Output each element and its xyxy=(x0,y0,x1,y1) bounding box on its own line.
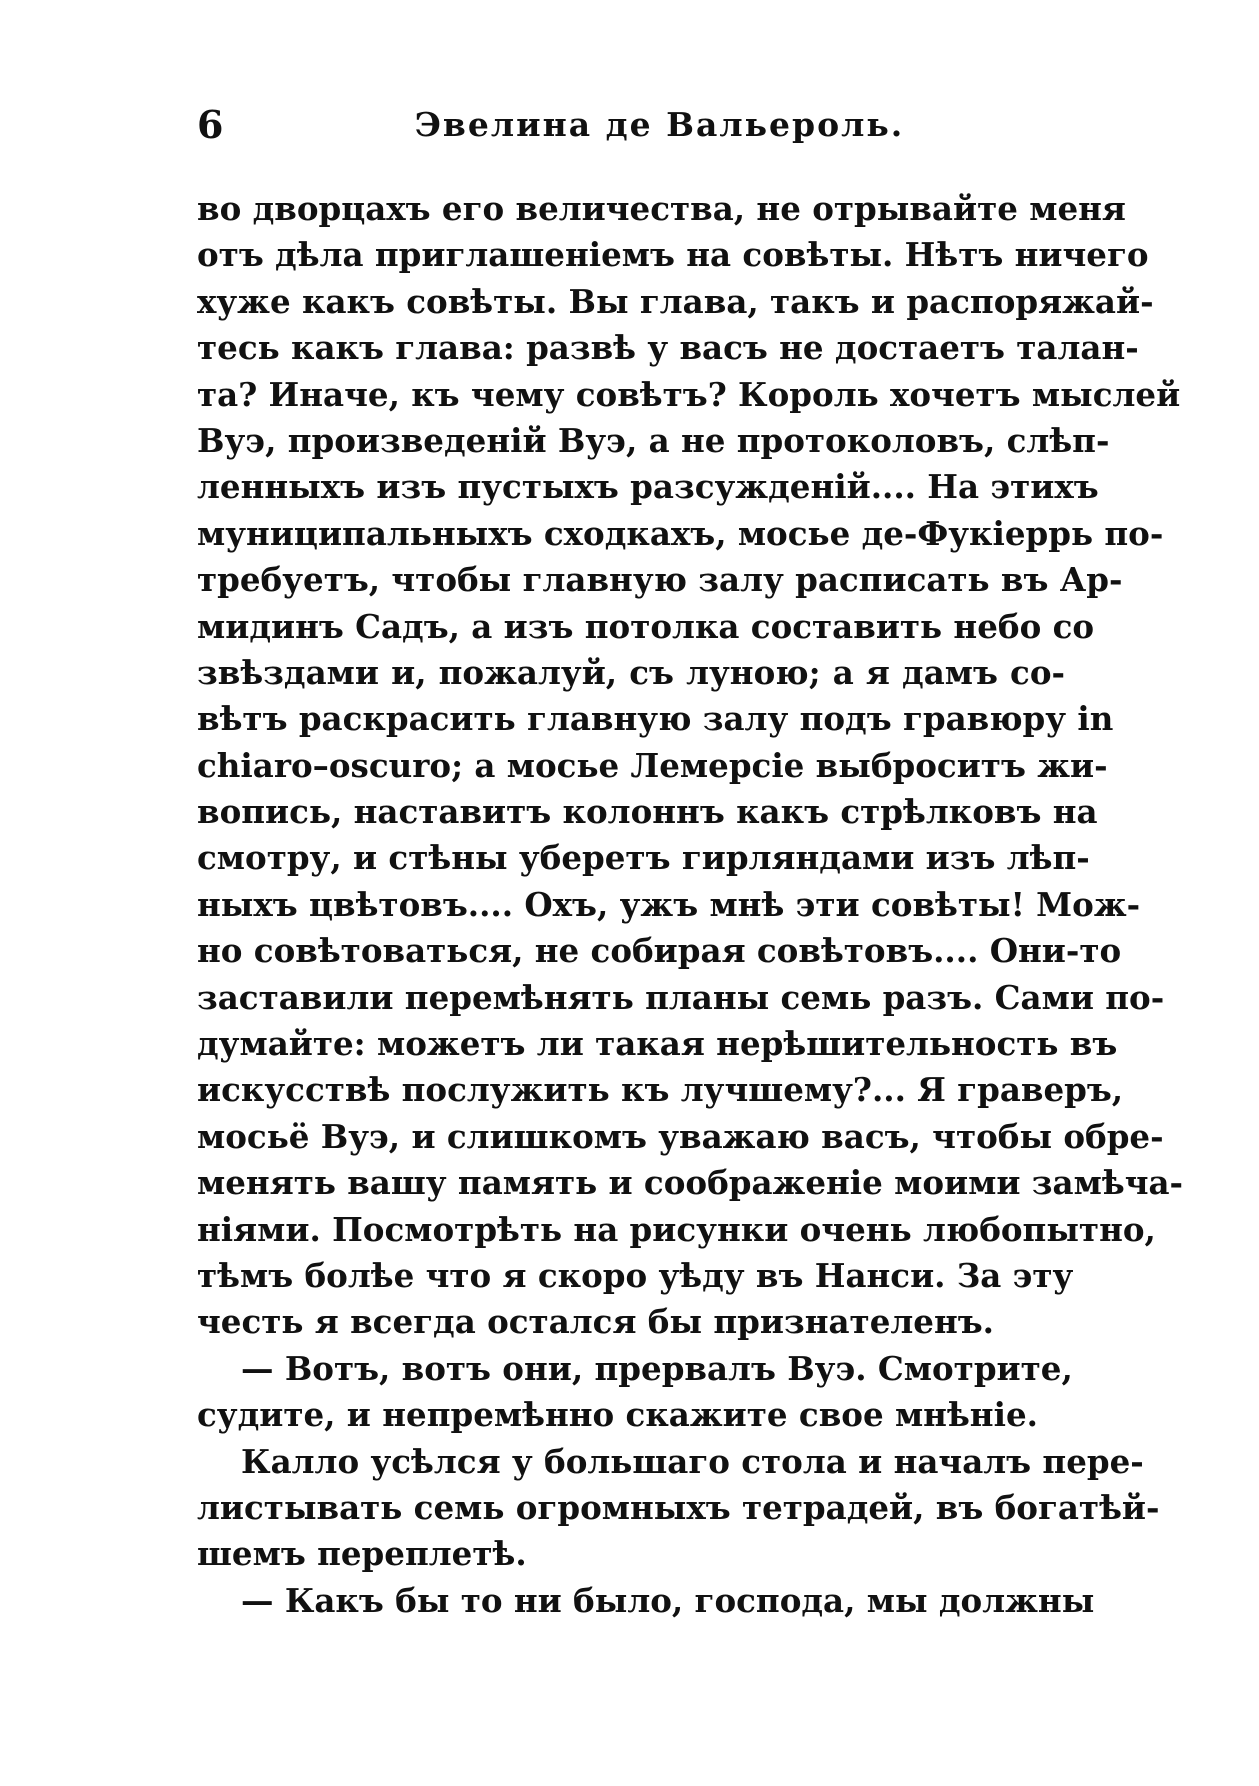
text-line: — Какъ бы то ни было, господа, мы должны xyxy=(241,1580,1095,1620)
text-line: судите, и непремѣнно скажите свое мнѣніе. xyxy=(197,1395,1038,1435)
text-line: ныхъ цвѣтовъ.... Охъ, ужъ мнѣ эти совѣты! Мож- xyxy=(197,884,1141,924)
text-line: тѣмъ болѣе что я скоро уѣду въ Нанси. За эту xyxy=(197,1255,1074,1295)
text-line: ленныхъ изъ пустыхъ разсужденій.... На этихъ xyxy=(197,467,1099,507)
page-number: 6 xyxy=(197,102,224,147)
text-line: вопись, наставитъ колоннъ какъ стрѣлковъ на xyxy=(197,792,1098,832)
text-line: менять вашу память и соображеніе моими замѣча- xyxy=(197,1163,1184,1203)
text-line: мидинъ Садъ, а изъ потолка составить небо со xyxy=(197,606,1095,646)
text-line: во дворцахъ его величества, не отрывайте меня xyxy=(197,189,1126,228)
text-line: — Вотъ, вотъ они, прервалъ Вуэ. Смотрите, xyxy=(241,1348,1073,1388)
text-line: тесь какъ глава: развѣ у васъ не достаетъ талан- xyxy=(197,328,1139,368)
running-title: Эвелина де Вальероль. xyxy=(414,105,905,144)
running-head xyxy=(197,100,1062,150)
text-line: но совѣтоваться, не собирая совѣтовъ.... Они-то xyxy=(197,931,1122,971)
text-line: chiaro–oscuro; а мосье Лемерсіе выброситъ жи- xyxy=(197,745,1108,785)
text-line: мосьё Вуэ, и слишкомъ уважаю васъ, чтобы обре- xyxy=(197,1116,1164,1156)
text-line: листывать семь огромныхъ тетрадей, въ богатѣй- xyxy=(197,1487,1160,1527)
body-text xyxy=(197,186,1184,1624)
text-line: шемъ переплетѣ. xyxy=(197,1534,527,1574)
text-line: Вуэ, произведеній Вуэ, а не протоколовъ, слѣп- xyxy=(197,420,1110,460)
text-line: хуже какъ совѣты. Вы глава, такъ и распоряжай- xyxy=(197,281,1154,321)
text-line: Калло усѣлся у большаго стола и началъ пере- xyxy=(241,1441,1144,1481)
text-line: честь я всегда остался бы признателенъ. xyxy=(197,1302,994,1342)
text-line: ніями. Посмотрѣть на рисунки очень любопытно, xyxy=(197,1209,1156,1249)
text-line: звѣздами и, пожалуй, съ луною; а я дамъ со- xyxy=(197,652,1065,692)
text-line: искусствѣ послужить къ лучшему?... Я граверъ, xyxy=(197,1070,1124,1110)
text-line: отъ дѣла приглашеніемъ на совѣты. Нѣтъ ничего xyxy=(197,235,1149,275)
text-line: вѣтъ раскрасить главную залу подъ гравюру in xyxy=(197,699,1114,739)
text-line: та? Иначе, къ чему совѣтъ? Король хочетъ мыслей xyxy=(197,374,1181,414)
text-line: заставили перемѣнять планы семь разъ. Сами по- xyxy=(197,977,1165,1017)
text-line: смотру, и стѣны уберетъ гирляндами изъ лѣп- xyxy=(197,838,1090,878)
text-line: муниципальныхъ сходкахъ, мосье де-Фукіеррь по- xyxy=(197,513,1164,553)
text-line: требуетъ, чтобы главную залу расписать въ Ар- xyxy=(197,560,1123,600)
text-line: думайте: можетъ ли такая нерѣшительность въ xyxy=(197,1024,1118,1064)
